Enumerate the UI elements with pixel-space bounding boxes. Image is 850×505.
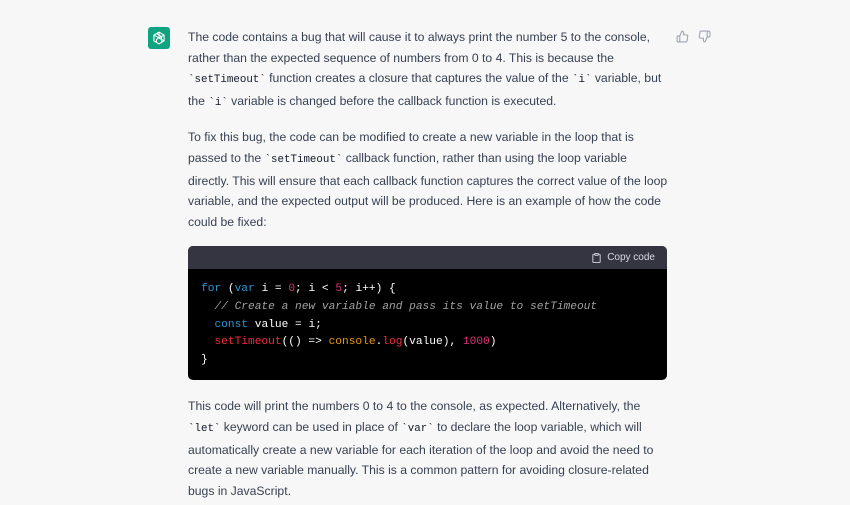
text: callback function, rather than using the loop variable directly. This will ensure that each callback function captures the correct value of the loop variable, and the expected output will be produced. Here is an example of how the code could be fixed: [188,150,668,229]
code-token: } [201,353,208,366]
code-line [201,352,654,370]
code-token: ; i++) { [342,283,396,296]
thumbs-up-icon [676,30,689,43]
code-token: 1000 [462,336,490,349]
code-token: ; i < [295,283,336,296]
code-token: ) [489,336,497,349]
code-token: setTimeout [214,336,282,349]
text: This code will print the numbers 0 to 4 to the console, as expected. Alternatively, the [188,399,641,414]
code-line [201,317,654,335]
inline-code-settimeout: `setTimeout` [264,153,343,166]
inline-code-let: `let` [188,422,221,435]
code-token: . [375,336,383,349]
code-line [201,334,654,352]
code-token: (value), [402,336,463,349]
thumbs-down-button[interactable] [696,28,712,44]
inline-code-i: `i` [572,74,592,87]
code-token: ( [221,283,235,296]
openai-logo-icon [151,30,167,46]
code-token: var [234,283,255,296]
message-paragraph-3 [188,396,668,501]
code-token: console [328,336,376,349]
code-token: 0 [288,283,296,296]
text: to declare the loop variable, which will automatically create a new variable for each iteration of the loop and avoid the need to create a new variable manually. This is a common pattern for avoiding closure-related bugs in JavaScript. [188,419,654,498]
thumbs-down-icon [698,30,711,43]
code-block-header [188,246,667,269]
code-comment: // Create a new variable and pass its value to setTimeout [214,300,598,313]
text: keyword can be used in place of [220,419,402,434]
message-paragraph-1 [188,27,668,113]
text: function creates a closure that captures the value of the [265,71,572,86]
assistant-message [188,27,668,501]
inline-code-settimeout: `setTimeout` [188,74,266,87]
text: variable, but the [188,71,662,108]
code-token: (() => [281,336,329,349]
code-token: const [214,318,249,331]
code-block [188,246,667,380]
code-token: i = [254,283,289,296]
text: variable is changed before the callback function is executed. [227,93,557,108]
code-content[interactable] [188,269,667,380]
assistant-avatar [148,27,170,49]
inline-code-var: `var` [401,422,434,435]
message-feedback [674,28,712,44]
text: The code contains a bug that will cause it to always print the number 5 to the console, rather than the expected sequence of numbers from 0 to 4. This is because the [188,30,651,65]
message-paragraph-2 [188,127,668,232]
code-token: for [201,283,222,296]
copy-code-button[interactable] [591,248,655,269]
copy-code-label: Copy code [607,251,655,263]
code-token: value = i; [248,318,322,331]
inline-code-i: `i` [208,96,228,109]
code-token: log [382,336,403,349]
text: To fix this bug, the code can be modified to create a new variable in the loop that is passed to the [188,130,634,165]
clipboard-icon [591,252,602,264]
code-line [201,299,654,317]
thumbs-up-button[interactable] [674,28,690,44]
code-line [201,281,654,299]
code-token: 5 [335,283,343,296]
